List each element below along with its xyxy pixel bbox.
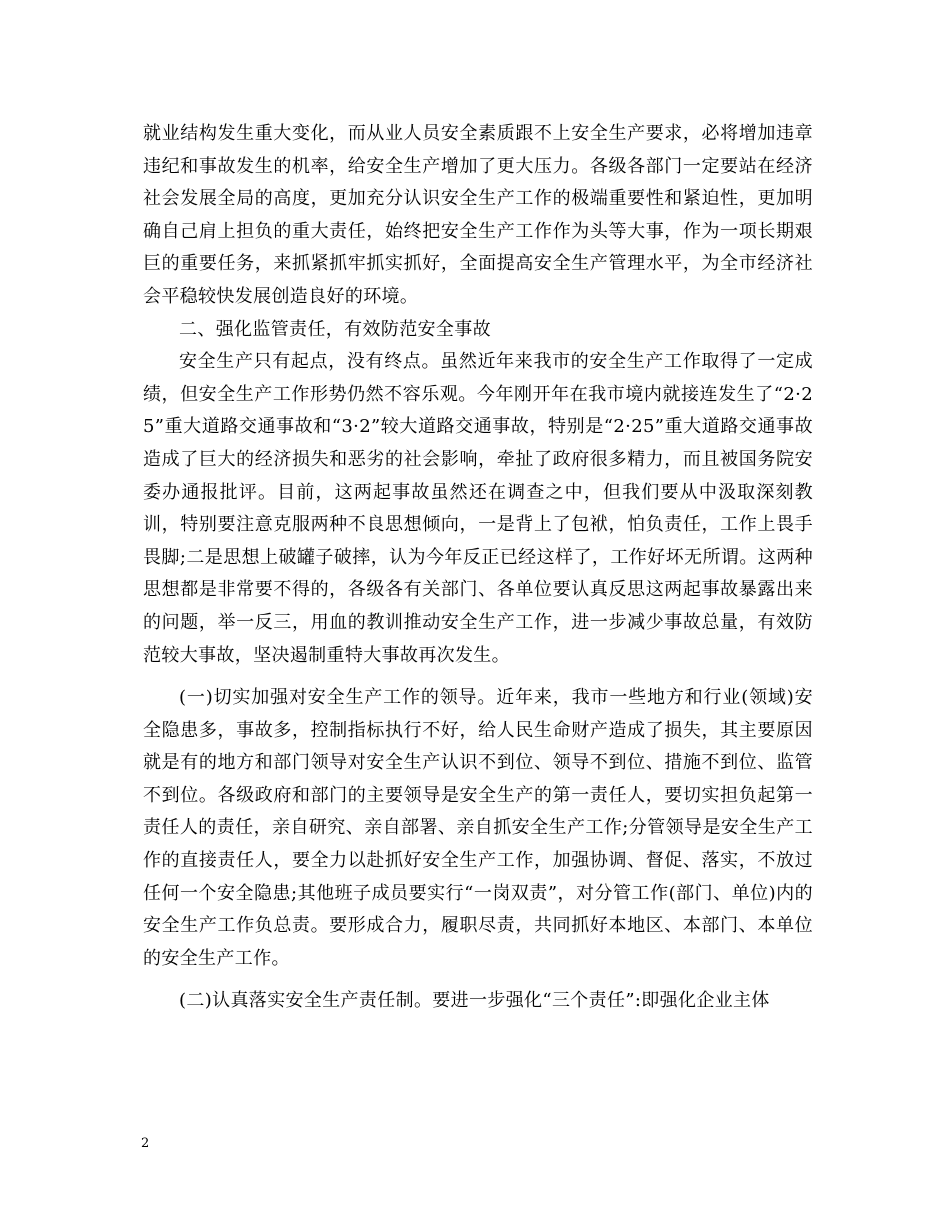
section-heading: 二、强化监管责任，有效防范安全事故 xyxy=(179,318,491,340)
paragraph-leadership: (一)切实加强对安全生产工作的领导。近年来，我市一些地方和行业(领域)安全隐患多，事故多，控制指标执行不好，给人民生命财产造成了损失，其主要原因就是有的地方和部门领导对安全生产认识不到位、领导不到位、措施不到位、监管不到位。各级政府和部门的主要领导是安全生产的第一责任人，要切实担负起第一责任人的责任，亲自研究、亲自部署、亲自抓安全生产工作;分管领导是安全生产工作的直接责任人，要全力以赴抓好安全生产工作，加强协调、督促、落实，不放过任何一个安全隐患;其他班子成员要实行“一岗双责”，对分管工作(部门、单位)内的安全生产工作负总责。要形成合力，履职尽责，共同抓好本地区、本部门、本单位的安全生产工作。 xyxy=(143,687,813,969)
paragraph-safety-situation: 安全生产只有起点，没有终点。虽然近年来我市的安全生产工作取得了一定成绩，但安全生产工作形势仍然不容乐观。今年刚开年在我市境内就接连发生了“2·25”重大道路交通事故和“3·2”较大道路交通事故，特别是“2·25”重大道路交通事故造成了巨大的经济损失和恶劣的社会影响，牵扯了政府很多精力，而且被国务院安委办通报批评。目前，这两起事故虽然还在调查之中，但我们要从中汲取深刻教训，特别要注意克服两种不良思想倾向，一是背上了包袱，怕负责任，工作上畏手畏脚;二是思想上破罐子破摔，认为今年反正已经这样了，工作好坏无所谓。这两种思想都是非常要不得的，各级各有关部门、各单位要认真反思这两起事故暴露出来的问题，举一反三，用血的教训推动安全生产工作，进一步减少事故总量，有效防范较大事故，坚决遏制重特大事故再次发生。 xyxy=(143,351,813,666)
paragraph-continuation: 就业结构发生重大变化，而从业人员安全素质跟不上安全生产要求，必将增加违章违纪和事故发生的机率，给安全生产增加了更大压力。各级各部门一定要站在经济社会发展全局的高度，更加充分认识安全生产工作的极端重要性和紧迫性，更加明确自己肩上担负的重大责任，始终把安全生产工作作为头等大事，作为一项长期艰巨的重要任务，来抓紧抓牢抓实抓好，全面提高安全生产管理水平，为全市经济社会平稳较快发展创造良好的环境。 xyxy=(143,123,813,307)
paragraph-responsibility-system: (二)认真落实安全生产责任制。要进一步强化“三个责任”:即强化企业主体 xyxy=(179,990,770,1012)
page-number: 2 xyxy=(141,1136,150,1151)
document-body xyxy=(143,118,813,1018)
